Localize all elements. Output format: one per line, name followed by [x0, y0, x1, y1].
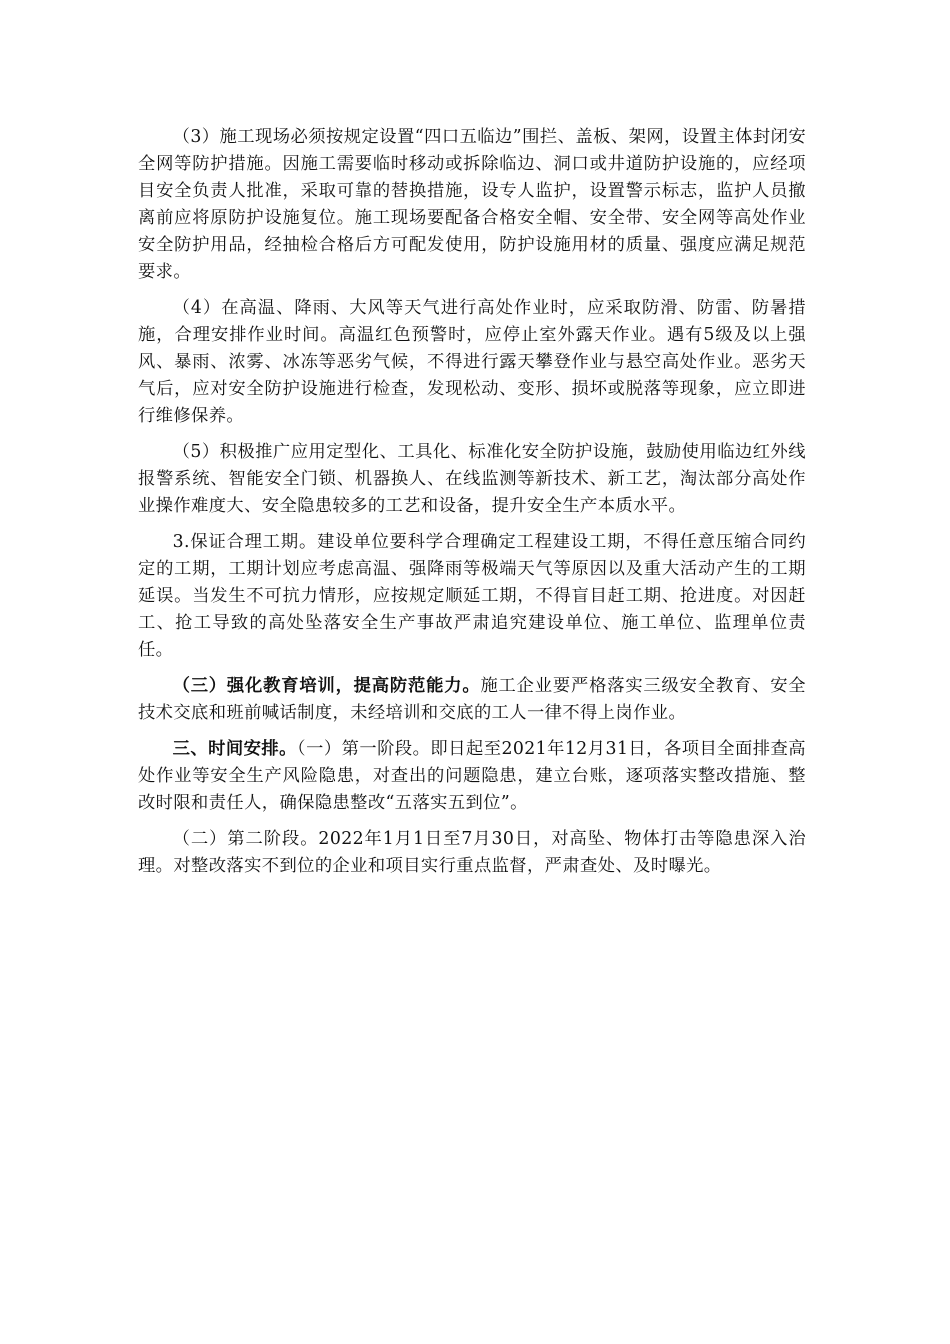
- paragraph-heading: 三、时间安排。: [172, 739, 297, 759]
- paragraph-item-5: [138, 439, 806, 520]
- document-body: [138, 124, 806, 889]
- paragraph-heading: （三）强化教育培训，提高防范能力。: [172, 676, 481, 696]
- paragraph-text: （二）第二阶段。2022年1月1日至7月30日，对高坠、物体打击等隐患深入治理。对整改落实不到位的企业和项目实行重点监督，严肃查处、及时曝光。: [138, 829, 806, 876]
- paragraph-item-3: [138, 124, 806, 286]
- paragraph-time-arrangement: [138, 736, 806, 817]
- paragraph-text: （4）在高温、降雨、大风等天气进行高处作业时，应采取防滑、防雷、防暑措施，合理安排作业时间。高温红色预警时，应停止室外露天作业。遇有5级及以上强风、暴雨、浓雾、冰冻等恶劣气候，不得进行露天攀登作业与悬空高处作业。恶劣天气后，应对安全防护设施进行检查，发现松动、变形、损坏或脱落等现象，应立即进行维修保养。: [138, 298, 806, 426]
- paragraph-education-training: [138, 673, 806, 727]
- paragraph-text: （5）积极推广应用定型化、工具化、标准化安全防护设施，鼓励使用临边红外线报警系统、智能安全门锁、机器换人、在线监测等新技术、新工艺，淘汰部分高处作业操作难度大、安全隐患较多的工艺和设备，提升安全生产本质水平。: [138, 442, 806, 516]
- paragraph-text: 施工企业要严格落实三级安全教育、安全技术交底和班前喊话制度，未经培训和交底的工人一律不得上岗作业。: [138, 676, 806, 723]
- paragraph-guarantee-schedule: [138, 529, 806, 664]
- paragraph-phase-two: [138, 826, 806, 880]
- paragraph-item-4: [138, 295, 806, 430]
- paragraph-text: （3）施工现场必须按规定设置“四口五临边”围拦、盖板、架网，设置主体封闭安全网等防护措施。因施工需要临时移动或拆除临边、洞口或井道防护设施的，应经项目安全负责人批准，采取可靠的替换措施，设专人监护，设置警示标志，监护人员撤离前应将原防护设施复位。施工现场要配备合格安全帽、安全带、安全网等高处作业安全防护用品，经抽检合格后方可配发使用，防护设施用材的质量、强度应满足规范要求。: [138, 127, 806, 282]
- paragraph-text: 3.保证合理工期。建设单位要科学合理确定工程建设工期，不得任意压缩合同约定的工期，工期计划应考虑高温、强降雨等极端天气等原因以及重大活动产生的工期延误。当发生不可抗力情形，应按规定顺延工期，不得盲目赶工期、抢进度。对因赶工、抢工导致的高处坠落安全生产事故严肃追究建设单位、施工单位、监理单位责任。: [138, 532, 806, 660]
- paragraph-text: （一）第一阶段。即日起至2021年12月31日，各项目全面排查高处作业等安全生产风险隐患，对查出的问题隐患，建立台账，逐项落实整改措施、整改时限和责任人，确保隐患整改“五落实五到位”。: [138, 739, 806, 813]
